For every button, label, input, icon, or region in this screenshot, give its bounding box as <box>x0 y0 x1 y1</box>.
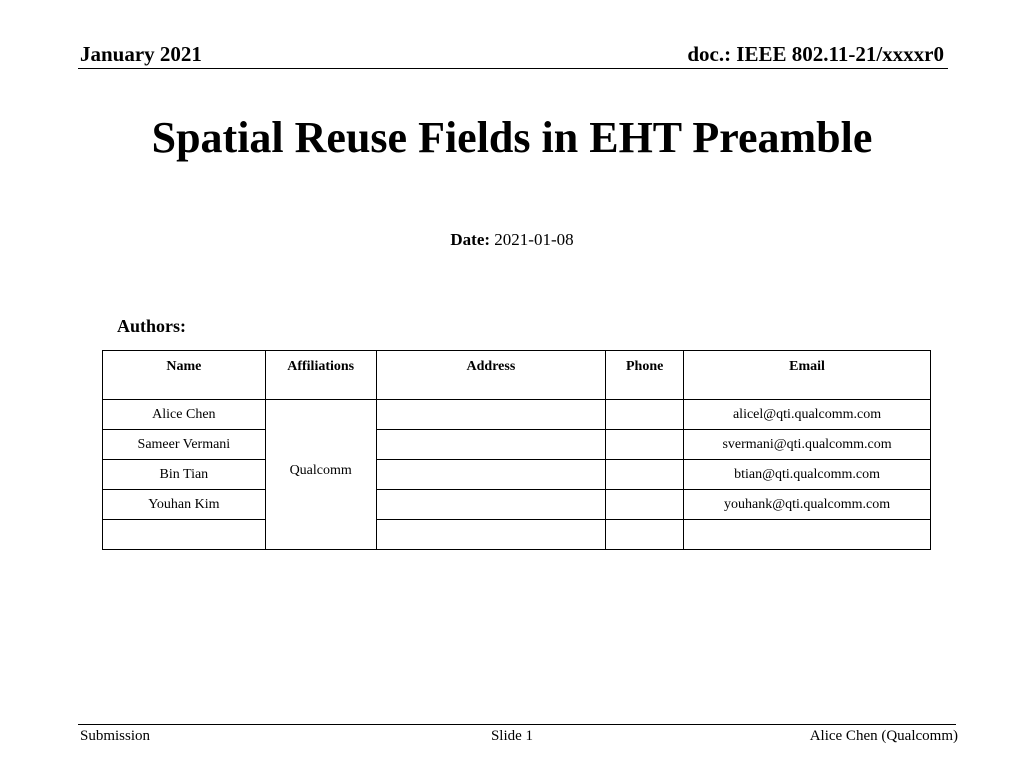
footer-divider <box>78 724 956 725</box>
table-row <box>103 520 931 550</box>
date-label: Date: <box>450 230 491 249</box>
footer-author: Alice Chen (Qualcomm) <box>809 728 958 744</box>
column-header-phone: Phone <box>606 351 684 400</box>
date-line <box>0 230 1024 250</box>
table-row <box>103 400 931 430</box>
author-name: Sameer Vermani <box>103 430 266 460</box>
footer-submission: Submission <box>80 728 151 744</box>
header-divider <box>78 68 948 69</box>
table-header-row <box>103 351 931 400</box>
author-address <box>376 490 606 520</box>
authors-label: Authors: <box>117 316 187 336</box>
author-address <box>376 520 606 550</box>
author-affiliation: Qualcomm <box>265 400 376 550</box>
slide-title: Spatial Reuse Fields in EHT Preamble <box>151 113 873 162</box>
author-email <box>684 520 931 550</box>
author-address <box>376 460 606 490</box>
authors-table <box>102 350 931 550</box>
author-address <box>376 430 606 460</box>
header-doc-id: doc.: IEEE 802.11-21/xxxxr0 <box>687 42 944 66</box>
author-phone <box>606 430 684 460</box>
column-header-email: Email <box>684 351 931 400</box>
table-row <box>103 460 931 490</box>
column-header-affiliations: Affiliations <box>265 351 376 400</box>
column-header-name: Name <box>103 351 266 400</box>
author-phone <box>606 490 684 520</box>
date-value: 2021-01-08 <box>494 230 574 249</box>
author-address <box>376 400 606 430</box>
author-phone <box>606 400 684 430</box>
footer-slide-number: Slide 1 <box>490 728 534 744</box>
column-header-address: Address <box>376 351 606 400</box>
author-email: svermani@qti.qualcomm.com <box>684 430 931 460</box>
table-row <box>103 490 931 520</box>
table-row <box>103 430 931 460</box>
author-email: btian@qti.qualcomm.com <box>684 460 931 490</box>
author-name <box>103 520 266 550</box>
author-name: Bin Tian <box>103 460 266 490</box>
author-phone <box>606 520 684 550</box>
author-email: youhank@qti.qualcomm.com <box>684 490 931 520</box>
author-phone <box>606 460 684 490</box>
author-email: alicel@qti.qualcomm.com <box>684 400 931 430</box>
author-name: Alice Chen <box>103 400 266 430</box>
header-date: January 2021 <box>80 42 202 66</box>
author-name: Youhan Kim <box>103 490 266 520</box>
